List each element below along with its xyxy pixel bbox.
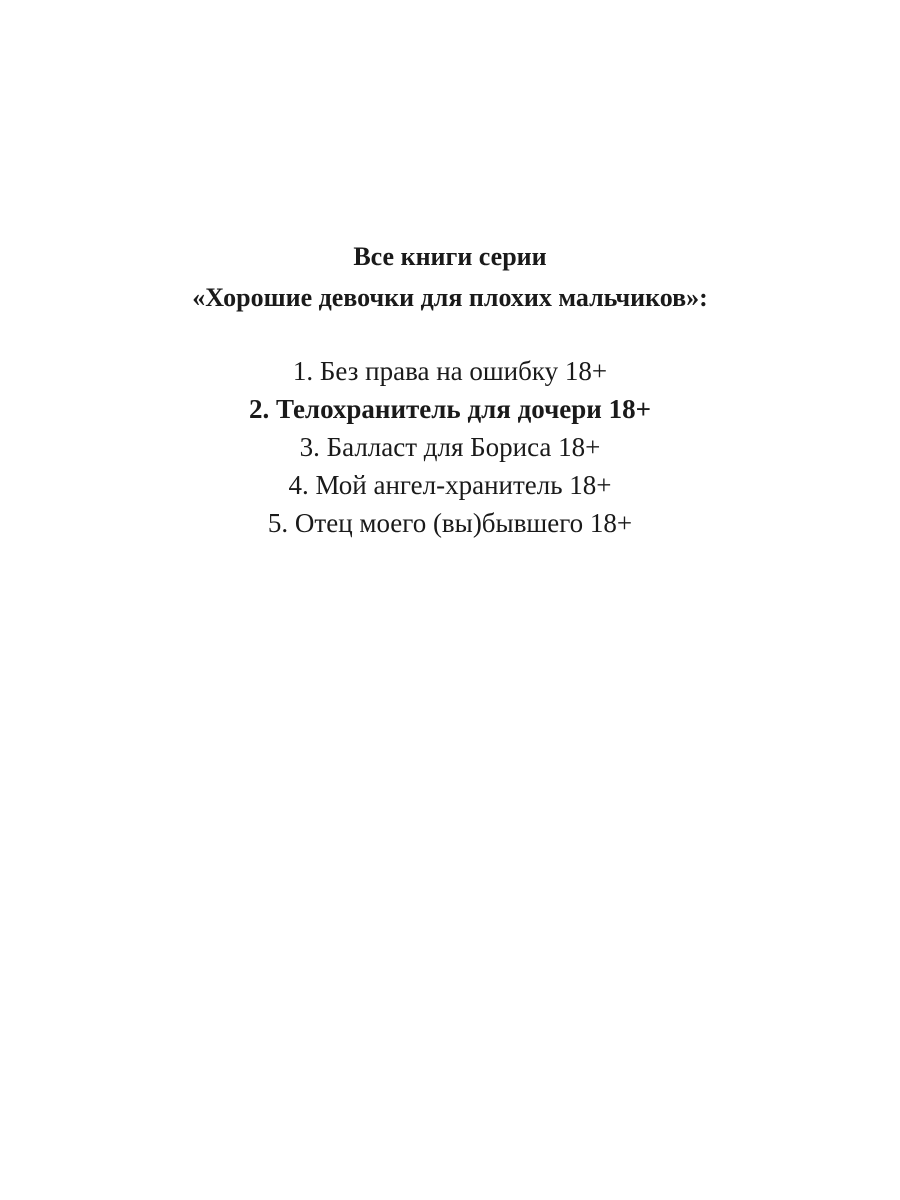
book-list: [0, 352, 900, 542]
book-item-current: 2. Телохранитель для дочери 18+: [248, 394, 652, 424]
book-item: 5. Отец моего (вы)бывшего 18+: [267, 508, 633, 538]
book-item: 1. Без права на ошибку 18+: [292, 356, 608, 386]
series-heading: [0, 236, 900, 318]
book-item: 4. Мой ангел-хранитель 18+: [288, 470, 612, 500]
heading-line-1: Все книги серии: [353, 242, 547, 271]
heading-line-2: «Хорошие девочки для плохих мальчиков»:: [192, 283, 708, 312]
book-item: 3. Балласт для Бориса 18+: [299, 432, 601, 462]
